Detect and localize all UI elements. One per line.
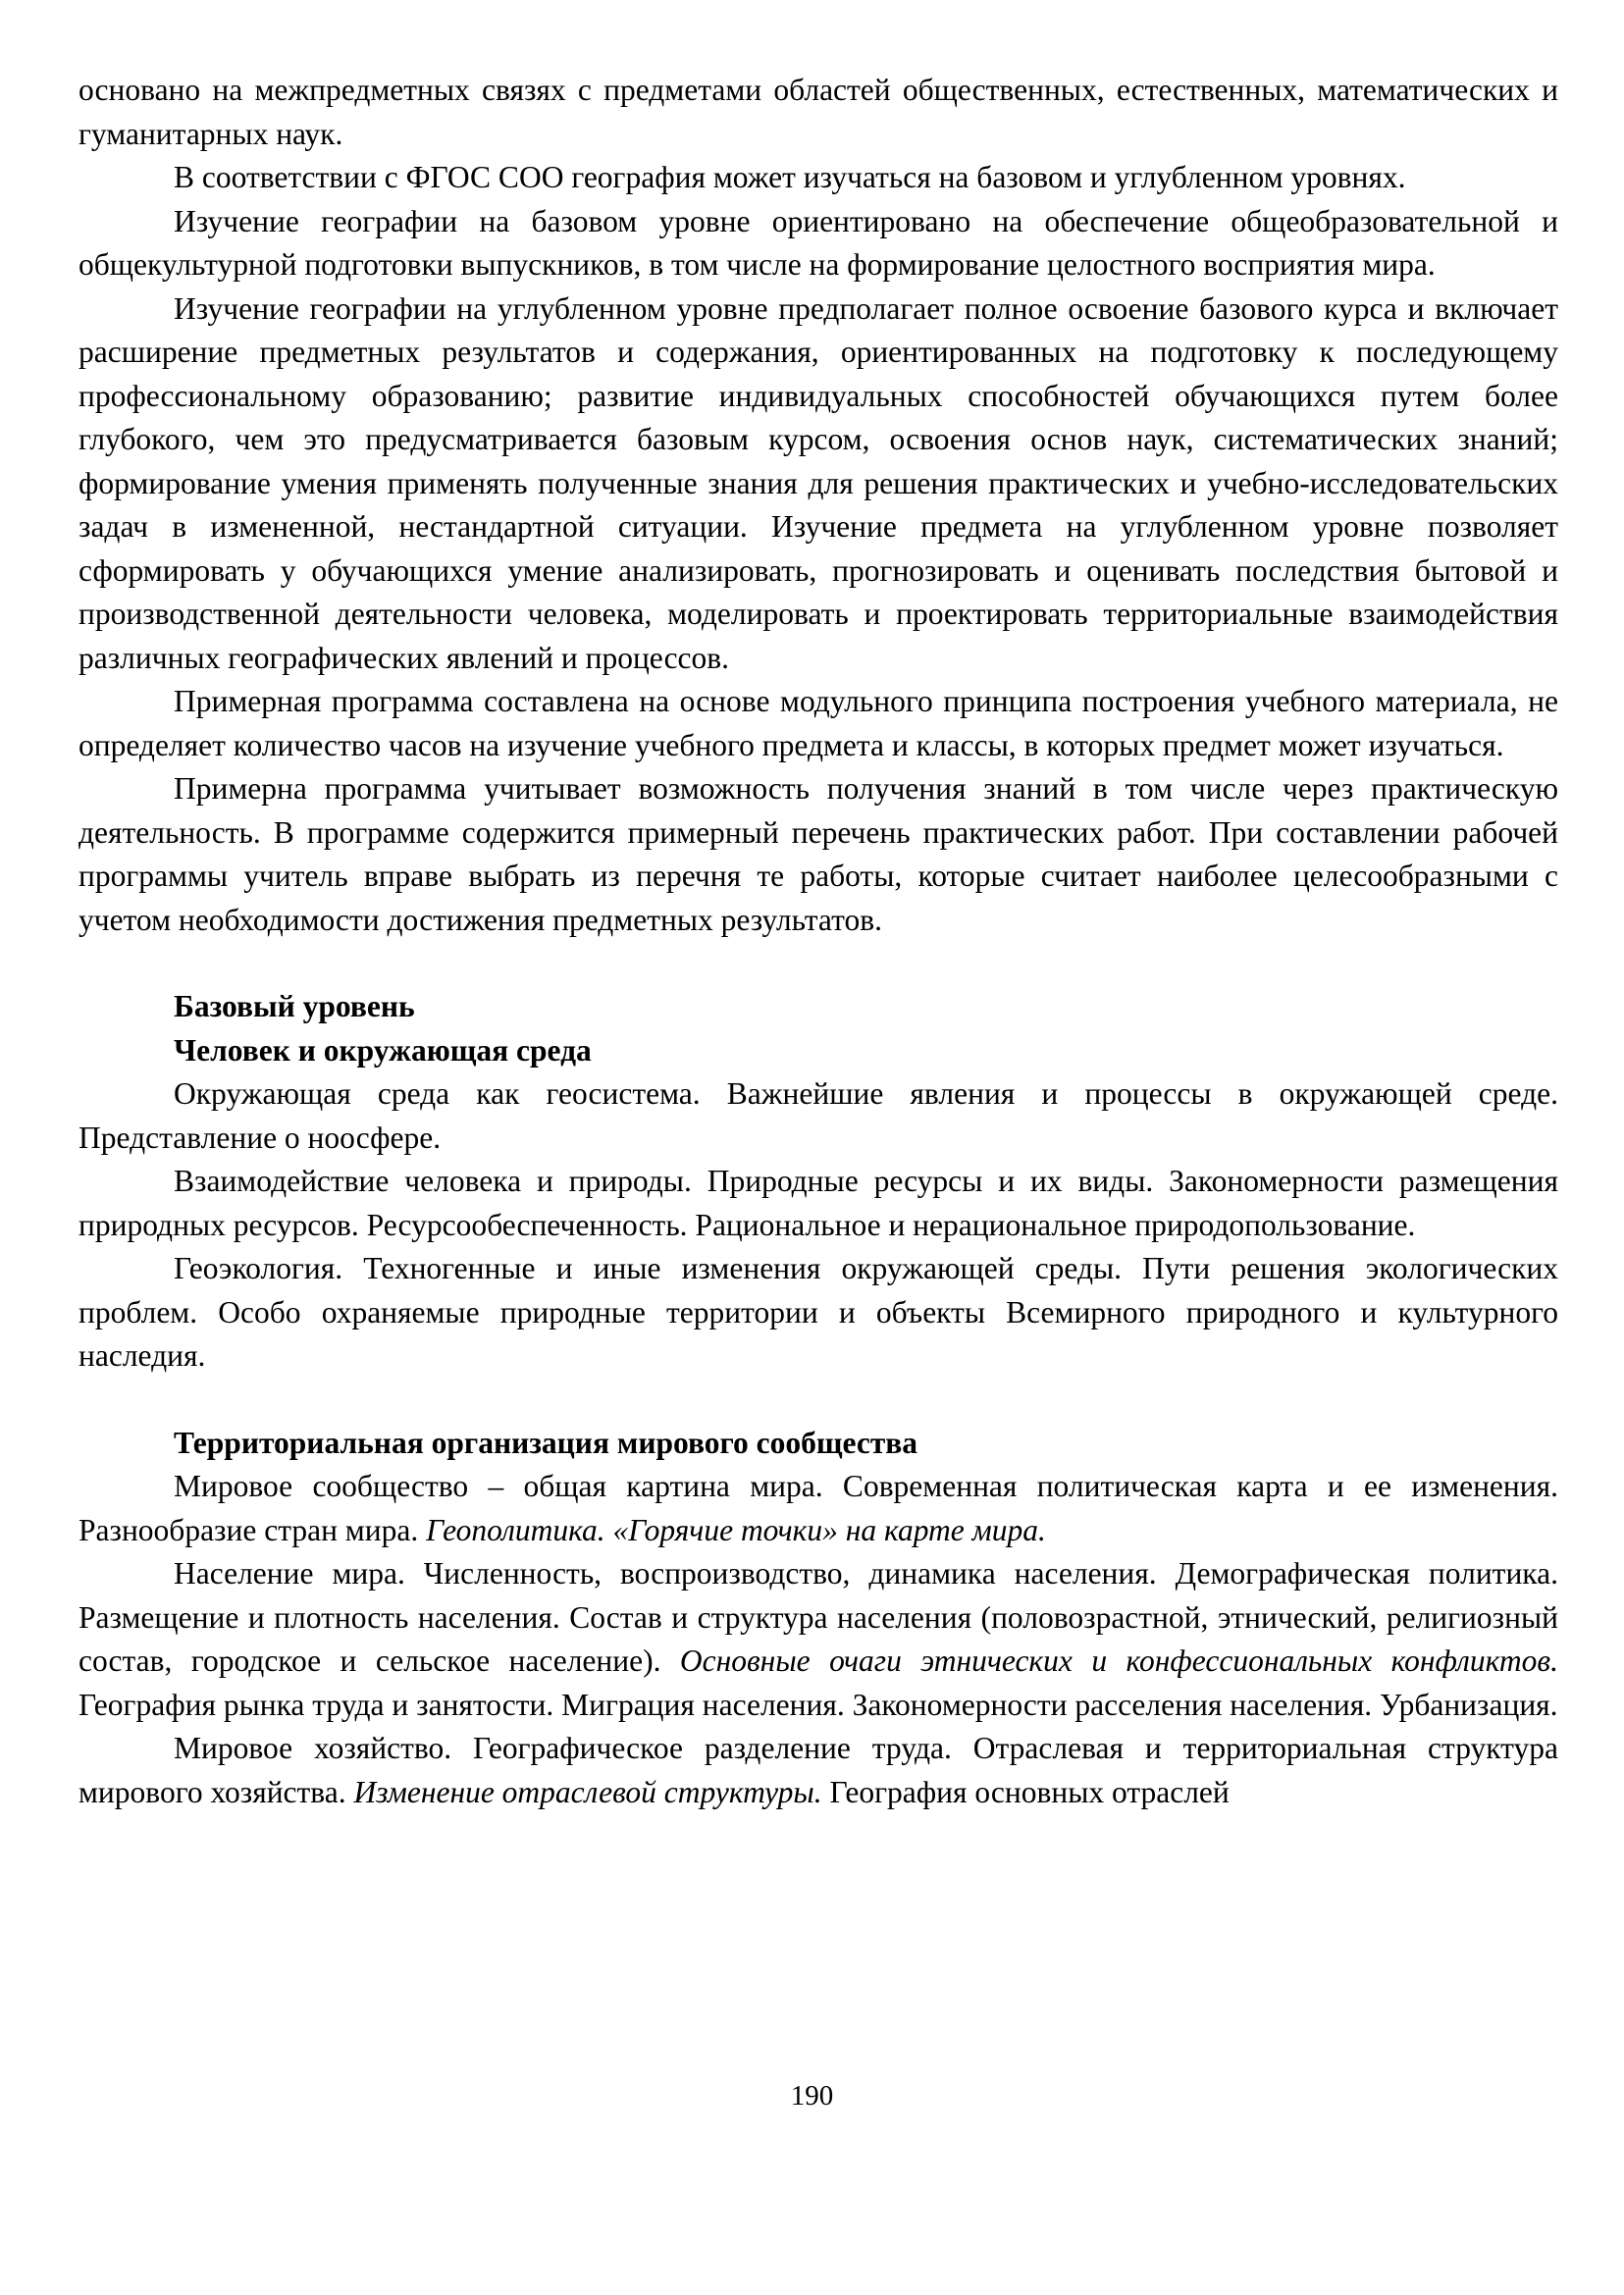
section-heading-environment: Человек и окружающая среда [174, 1032, 592, 1068]
section1-paragraph-2: Взаимодействие человека и природы. Природные ресурсы и их виды. Закономерности размещения природных ресурсов. Ресурсообеспеченность. Рациональное и нерациональное природопользование. [79, 1164, 1558, 1242]
section2-p2-italic: Основные очаги этнических и конфессиональных конфликтов. [679, 1643, 1558, 1678]
section1-paragraph-3: Геоэкология. Техногенные и иные изменения окружающей среды. Пути решения экологических проблем. Особо охраняемые природные территории и объекты Всемирного природного и культурного наследия. [79, 1251, 1558, 1373]
section2-p1-text: Мировое сообщество – общая картина мира. Современная политическая карта и ее изменения. Разнообразие стран мира. [79, 1469, 1558, 1547]
section-heading-world-community: Территориальная организация мирового сообщества [174, 1425, 918, 1460]
intro-paragraph-1: основано на межпредметных связях с предметами областей общественных, естественных, математических и гуманитарных наук. [79, 73, 1558, 151]
section2-paragraph-3 [79, 1727, 1558, 1814]
intro-paragraph-4: Изучение географии на углубленном уровне предполагает полное освоение базового курса и включает расширение предметных результатов и содержания, ориентированных на подготовку к последующему профессиональному образованию; развитие индивидуальных способностей обучающихся путем более глубокого, чем это предусматривается базовым курсом, освоения основ наук, систематических знаний; формирование умения применять полученные знания для решения практических и учебно-исследовательских задач в измененной, нестандартной ситуации. Изучение предмета на углубленном уровне позволяет сформировать у обучающихся умение анализировать, прогнозировать и оценивать последствия бытовой и производственной деятельности человека, моделировать и проектировать территориальные взаимодействия различных географических явлений и процессов. [79, 290, 1558, 675]
level-heading: Базовый уровень [174, 989, 415, 1023]
section2-paragraph-2 [79, 1552, 1558, 1727]
section2-p3-tail: География основных отраслей [821, 1774, 1230, 1809]
section1-paragraph-1: Окружающая среда как геосистема. Важнейшие явления и процессы в окружающей среде. Представление о ноосфере. [79, 1076, 1558, 1155]
section2-p3-text: Мировое хозяйство. Географическое разделение труда. Отраслевая и территориальная структура мирового хозяйства. [79, 1731, 1558, 1809]
section2-p2-tail: География рынка труда и занятости. Миграция населения. Закономерности расселения населения. Урбанизация. [79, 1687, 1558, 1722]
section2-p2-text: Население мира. Численность, воспроизводство, динамика населения. Демографическая политика. Размещение и плотность населения. Состав и структура населения (половозрастной, этнический, религиозный состав, городское и сельское население). [79, 1556, 1558, 1678]
intro-paragraph-3: Изучение географии на базовом уровне ориентировано на обеспечение общеобразовательной и общекультурной подготовки выпускников, в том числе на формирование целостного восприятия мира. [79, 203, 1558, 282]
intro-paragraph-6: Примерна программа учитывает возможность получения знаний в том числе через практическую деятельность. В программе содержится примерный перечень практических работ. При составлении рабочей программы учитель вправе выбрать из перечня те работы, которые считает наиболее целесообразными с учетом необходимости достижения предметных результатов. [79, 771, 1558, 937]
section2-p1-italic: Геополитика. «Горячие точки» на карте мира. [426, 1512, 1046, 1547]
document-page [79, 69, 1558, 1814]
intro-paragraph-2: В соответствии с ФГОС СОО география может изучаться на базовом и углубленном уровнях. [174, 160, 1406, 194]
intro-paragraph-5: Примерная программа составлена на основе модульного принципа построения учебного материала, не определяет количество часов на изучение учебного предмета и классы, в которых предмет может изучаться. [79, 684, 1558, 762]
page-number: 190 [790, 2080, 834, 2112]
section2-p3-italic: Изменение отраслевой структуры. [353, 1774, 822, 1809]
section2-paragraph-1 [79, 1465, 1558, 1552]
